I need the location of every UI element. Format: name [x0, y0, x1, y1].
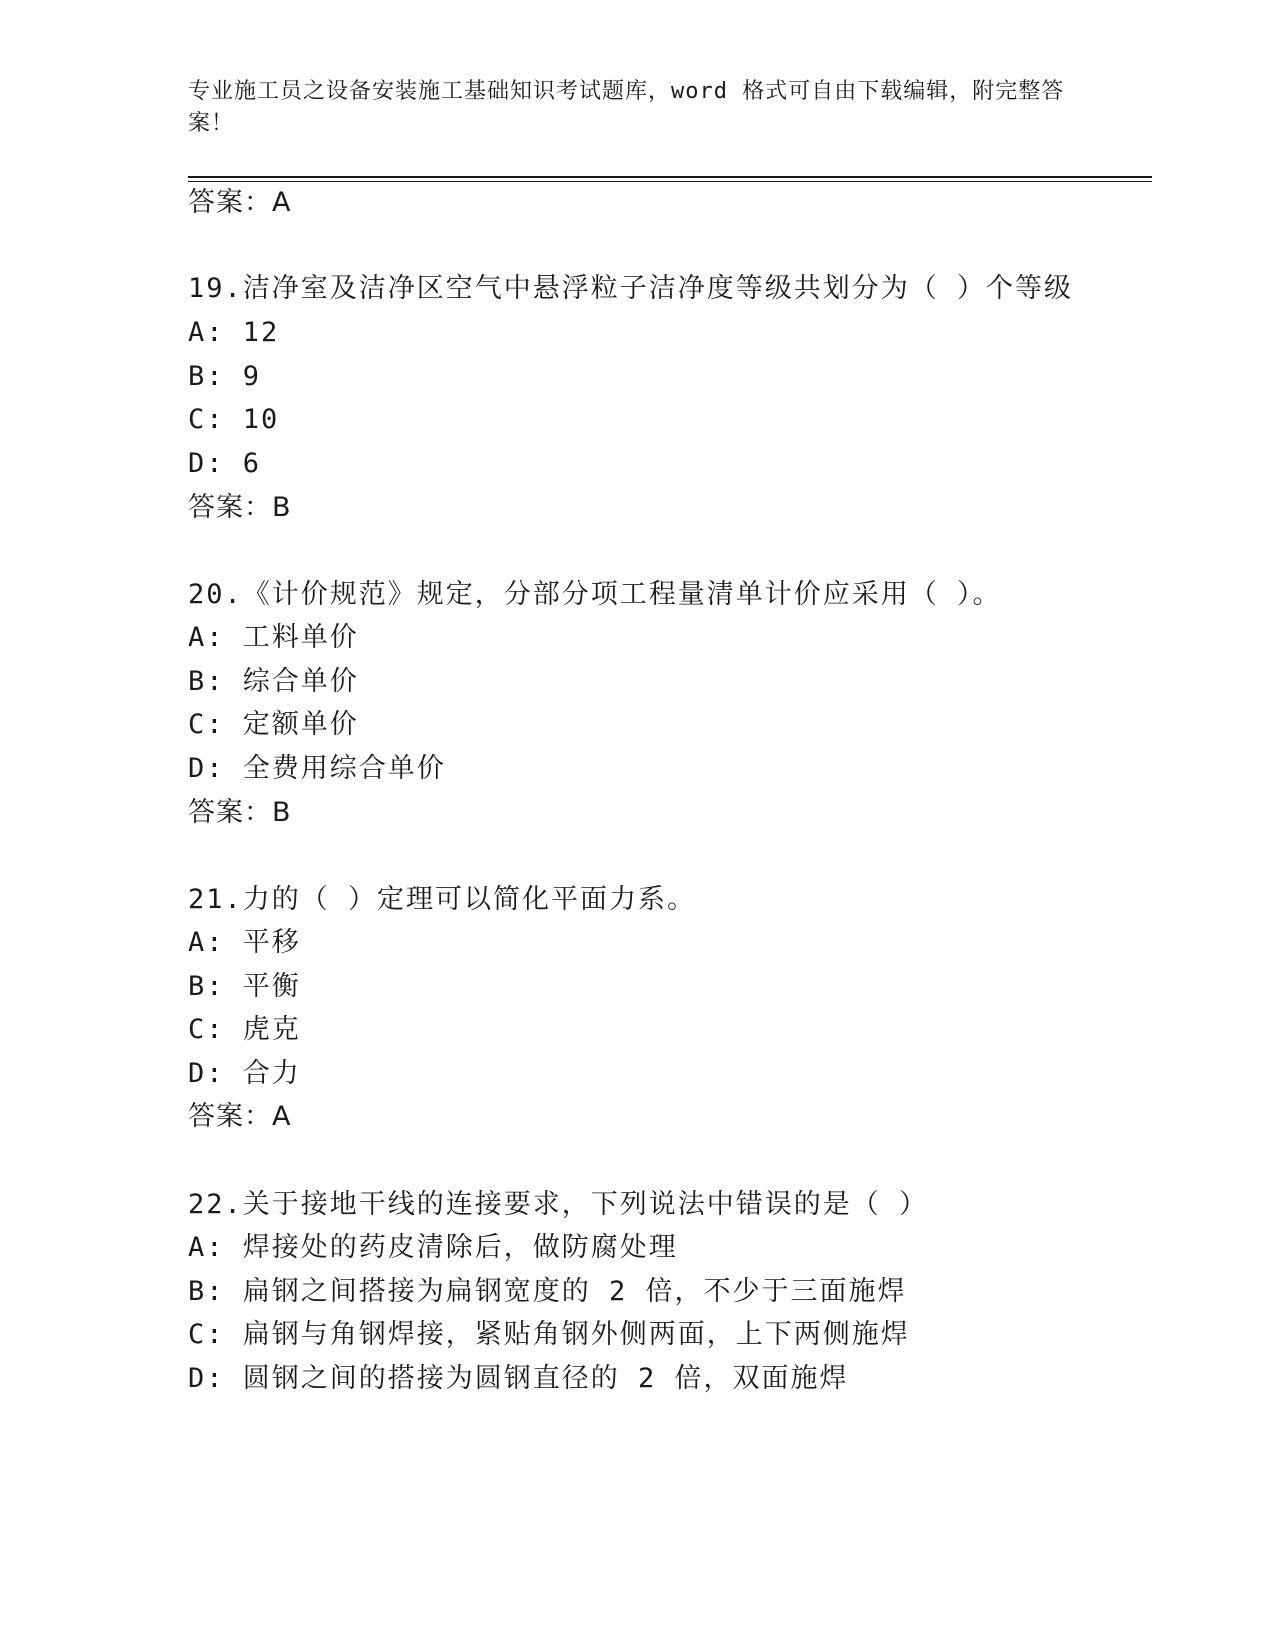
question-22-option-c: C: 扁钢与角钢焊接，紧贴角钢外侧两面，上下两侧施焊 [188, 1319, 910, 1350]
header-rule-thick [188, 176, 1152, 178]
question-21-stem: 21.力的（ ）定理可以简化平面力系。 [188, 884, 697, 915]
question-21-option-b: B: 平衡 [188, 971, 301, 1002]
question-22-option-a: A: 焊接处的药皮清除后，做防腐处理 [188, 1232, 678, 1263]
question-20-stem: 20.《计价规范》规定，分部分项工程量清单计价应采用（ ）。 [188, 579, 1002, 610]
question-20-option-c: C: 定额单价 [188, 709, 359, 740]
header-rule-thin [188, 181, 1152, 182]
question-22-option-b: B: 扁钢之间搭接为扁钢宽度的 2 倍，不少于三面施焊 [188, 1276, 907, 1307]
question-21-option-d: D: 合力 [188, 1058, 301, 1089]
question-20-option-a: A: 工料单价 [188, 622, 359, 653]
question-20-option-d: D: 全费用综合单价 [188, 753, 446, 784]
question-19-stem: 19.洁净室及洁净区空气中悬浮粒子洁净度等级共划分为（ ）个等级 [188, 273, 1074, 304]
question-22-option-d: D: 圆钢之间的搭接为圆钢直径的 2 倍，双面施焊 [188, 1363, 849, 1394]
question-22-stem: 22.关于接地干线的连接要求，下列说法中错误的是（ ） [188, 1189, 929, 1220]
document-header: 专业施工员之设备安装施工基础知识考试题库，word 格式可自由下载编辑，附完整答案！ [188, 79, 1065, 136]
question-19-answer: 答案：B [188, 492, 292, 523]
question-19-option-c: C: 10 [188, 404, 280, 435]
previous-answer: 答案：A [188, 187, 292, 218]
question-21-option-c: C: 虎克 [188, 1014, 301, 1045]
question-19-option-b: B: 9 [188, 361, 262, 392]
question-19-option-d: D: 6 [188, 448, 262, 479]
question-21-option-a: A: 平移 [188, 927, 301, 958]
question-20-answer: 答案：B [188, 797, 292, 828]
question-19-option-a: A: 12 [188, 317, 280, 348]
question-21-answer: 答案：A [188, 1101, 292, 1132]
question-20-option-b: B: 综合单价 [188, 666, 359, 697]
